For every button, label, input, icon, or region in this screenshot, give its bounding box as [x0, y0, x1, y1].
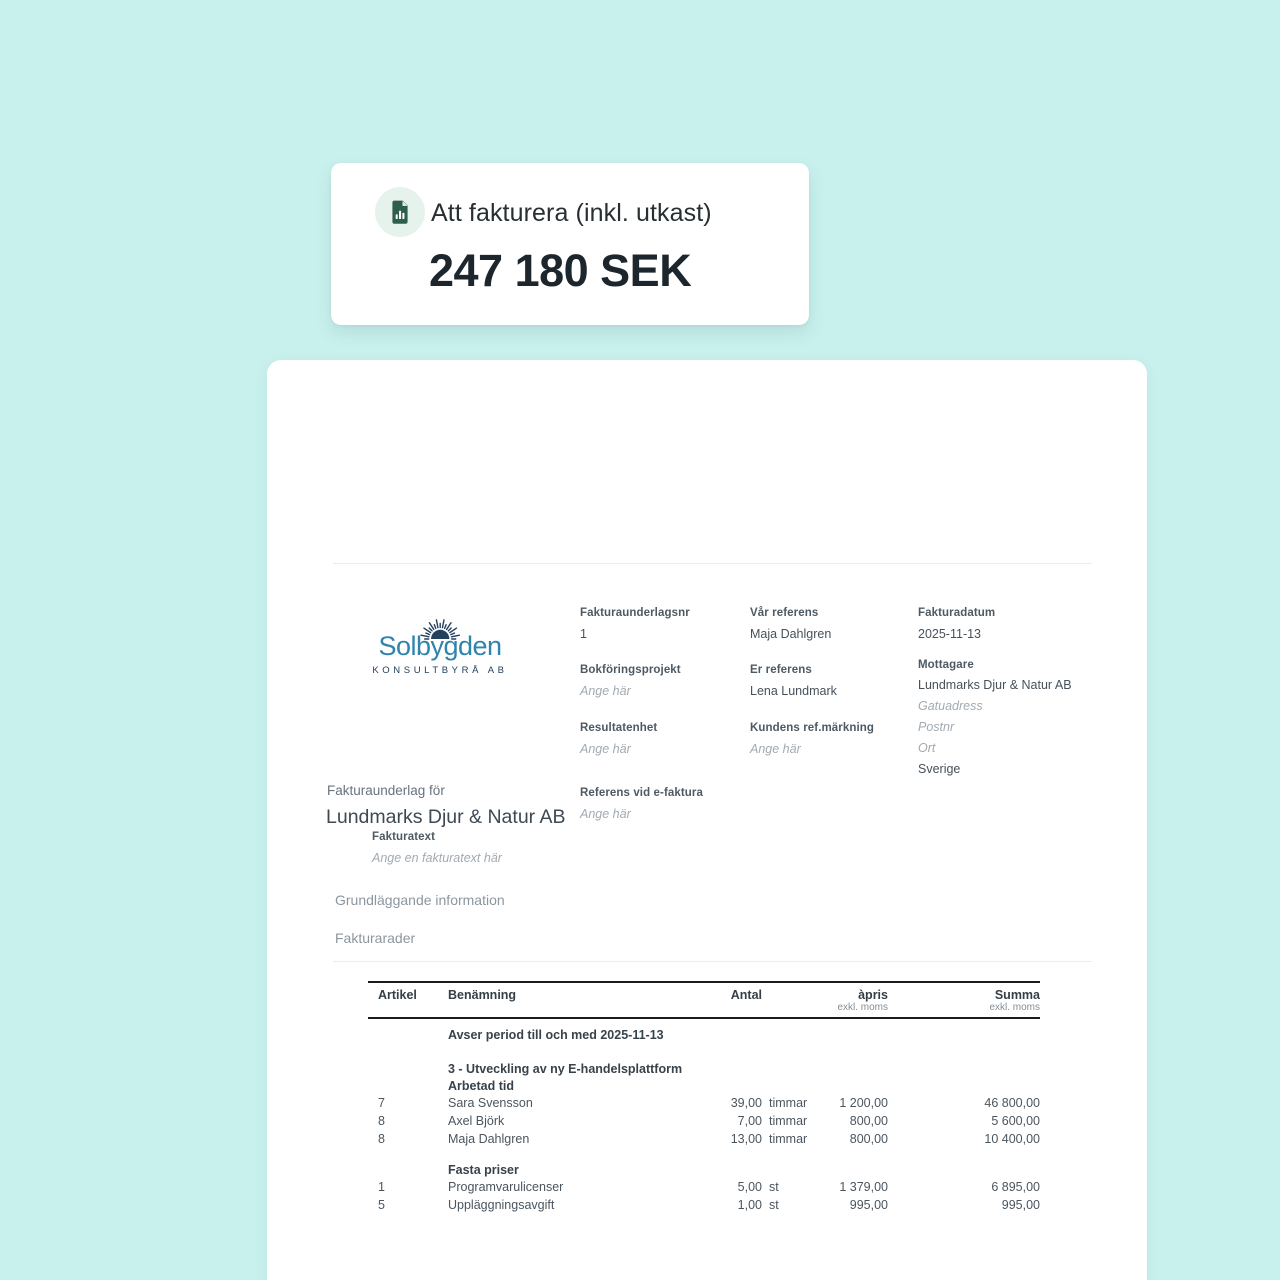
- field-mottagare: [918, 659, 1108, 776]
- field-input-placeholder[interactable]: Ange här: [580, 807, 631, 821]
- cell-summa: 10 400,00: [984, 1132, 1040, 1146]
- cell-apris: 1 200,00: [839, 1096, 888, 1110]
- period-note-row: [368, 1028, 1040, 1045]
- col-header-artikel: Artikel: [378, 988, 417, 1002]
- customer-name-heading: Lundmarks Djur & Natur AB: [326, 806, 566, 828]
- country-value[interactable]: Sverige: [918, 762, 961, 776]
- invoice-line-row: [368, 1180, 1040, 1198]
- cell-apris: 1 379,00: [839, 1180, 888, 1194]
- field-value: 1: [580, 627, 587, 641]
- field-input-placeholder[interactable]: Ange här: [580, 742, 631, 756]
- cell-benamning: Uppläggningsavgift: [448, 1198, 555, 1212]
- field-fakturaunderlagsnr: [580, 607, 745, 641]
- cell-antal: 5,00: [737, 1180, 762, 1194]
- invoice-line-row: [368, 1198, 1040, 1216]
- col-header-summa: Summa: [994, 988, 1040, 1002]
- cell-benamning: Axel Björk: [448, 1114, 505, 1128]
- field-bokforingsprojekt: [580, 664, 745, 698]
- field-label: Fakturaunderlagsnr: [580, 607, 690, 619]
- field-resultatenhet: [580, 722, 745, 756]
- field-label: Fakturatext: [372, 831, 436, 843]
- cell-summa: 5 600,00: [991, 1114, 1040, 1128]
- cell-benamning: Programvarulicenser: [448, 1180, 564, 1194]
- field-value[interactable]: Lena Lundmark: [750, 684, 837, 698]
- invoice-lines-table: [368, 981, 1040, 1216]
- field-value[interactable]: 2025-11-13: [918, 627, 982, 641]
- col-header-apris-sub: exkl. moms: [837, 1002, 888, 1013]
- section-title-basic-info: Grundläggande information: [335, 892, 505, 908]
- field-value[interactable]: Maja Dahlgren: [750, 627, 832, 641]
- cell-benamning: Maja Dahlgren: [448, 1132, 530, 1146]
- cell-summa: 46 800,00: [984, 1096, 1040, 1110]
- cell-apris: 995,00: [849, 1198, 888, 1212]
- invoice-line-row: [368, 1114, 1040, 1132]
- cell-artikel: 8: [378, 1114, 385, 1128]
- invoice-line-row: [368, 1132, 1040, 1150]
- field-label: Referens vid e-faktura: [580, 787, 703, 799]
- field-kundens-refmarkning: [750, 722, 915, 756]
- street-address-placeholder[interactable]: Gatuadress: [918, 699, 983, 713]
- cell-unit: st: [769, 1198, 779, 1212]
- field-fakturatext: [372, 831, 612, 865]
- postal-code-placeholder[interactable]: Postnr: [918, 720, 955, 734]
- recipient-company[interactable]: Lundmarks Djur & Natur AB: [918, 678, 1072, 692]
- group-title: Fasta priser: [448, 1163, 519, 1177]
- cell-apris: 800,00: [849, 1114, 888, 1128]
- cell-unit: timmar: [769, 1114, 808, 1128]
- table-header-row: [368, 981, 1040, 1019]
- cell-unit: timmar: [769, 1096, 808, 1110]
- col-header-apris: àpris: [858, 988, 888, 1002]
- cell-benamning: Sara Svensson: [448, 1096, 533, 1110]
- cell-antal: 39,00: [730, 1096, 762, 1110]
- document-pretitle: Fakturaunderlag för: [327, 783, 445, 798]
- invoice-text-placeholder[interactable]: Ange en fakturatext här: [372, 851, 502, 865]
- col-header-summa-sub: exkl. moms: [989, 1002, 1040, 1013]
- invoice-line-row: [368, 1096, 1040, 1114]
- field-label: Vår referens: [750, 607, 819, 619]
- summary-card-amount: 247 180 SEK: [429, 245, 692, 296]
- col-header-benamning: Benämning: [448, 988, 517, 1002]
- divider: [333, 961, 1092, 962]
- group-title-row: [368, 1163, 1040, 1180]
- cell-artikel: 7: [378, 1096, 385, 1110]
- group-title-row: [368, 1062, 1040, 1079]
- field-er-referens: [750, 664, 915, 698]
- invoice-draft-panel: [267, 360, 1147, 1280]
- field-label: Mottagare: [918, 659, 974, 671]
- divider: [333, 563, 1092, 564]
- cell-artikel: 1: [378, 1180, 385, 1194]
- summary-card-title: Att fakturera (inkl. utkast): [431, 199, 712, 227]
- cell-artikel: 8: [378, 1132, 385, 1146]
- logo-subtitle: KONSULTBYRÅ AB: [372, 665, 508, 676]
- invoice-chart-document-icon: [375, 187, 425, 237]
- field-label: Er referens: [750, 664, 812, 676]
- company-logo: [365, 603, 515, 676]
- field-label: Kundens ref.märkning: [750, 722, 875, 734]
- field-label: Bokföringsprojekt: [580, 664, 681, 676]
- cell-antal: 13,00: [730, 1132, 762, 1146]
- cell-antal: 1,00: [737, 1198, 762, 1212]
- period-note: Avser period till och med 2025-11-13: [448, 1028, 664, 1042]
- cell-unit: st: [769, 1180, 779, 1194]
- field-label: Fakturadatum: [918, 607, 996, 619]
- group-title: 3 - Utveckling av ny E-handelsplattform: [448, 1062, 683, 1076]
- col-header-antal: Antal: [730, 988, 762, 1002]
- logo-wordmark: Solbygden: [378, 631, 502, 661]
- cell-apris: 800,00: [849, 1132, 888, 1146]
- cell-antal: 7,00: [737, 1114, 762, 1128]
- billing-summary-card: [331, 163, 809, 325]
- cell-artikel: 5: [378, 1198, 385, 1212]
- field-referens-vid-efaktura: [580, 787, 745, 821]
- field-fakturadatum: [918, 607, 1108, 641]
- field-label: Resultatenhet: [580, 722, 658, 734]
- cell-summa: 995,00: [1001, 1198, 1040, 1212]
- field-var-referens: [750, 607, 915, 641]
- section-title-invoice-lines: Fakturarader: [335, 930, 416, 946]
- field-input-placeholder[interactable]: Ange här: [580, 684, 631, 698]
- field-input-placeholder[interactable]: Ange här: [750, 742, 801, 756]
- city-placeholder[interactable]: Ort: [918, 741, 936, 755]
- cell-unit: timmar: [769, 1132, 808, 1146]
- group-subtitle-row: [368, 1079, 1040, 1096]
- cell-summa: 6 895,00: [991, 1180, 1040, 1194]
- group-subtitle: Arbetad tid: [448, 1079, 514, 1093]
